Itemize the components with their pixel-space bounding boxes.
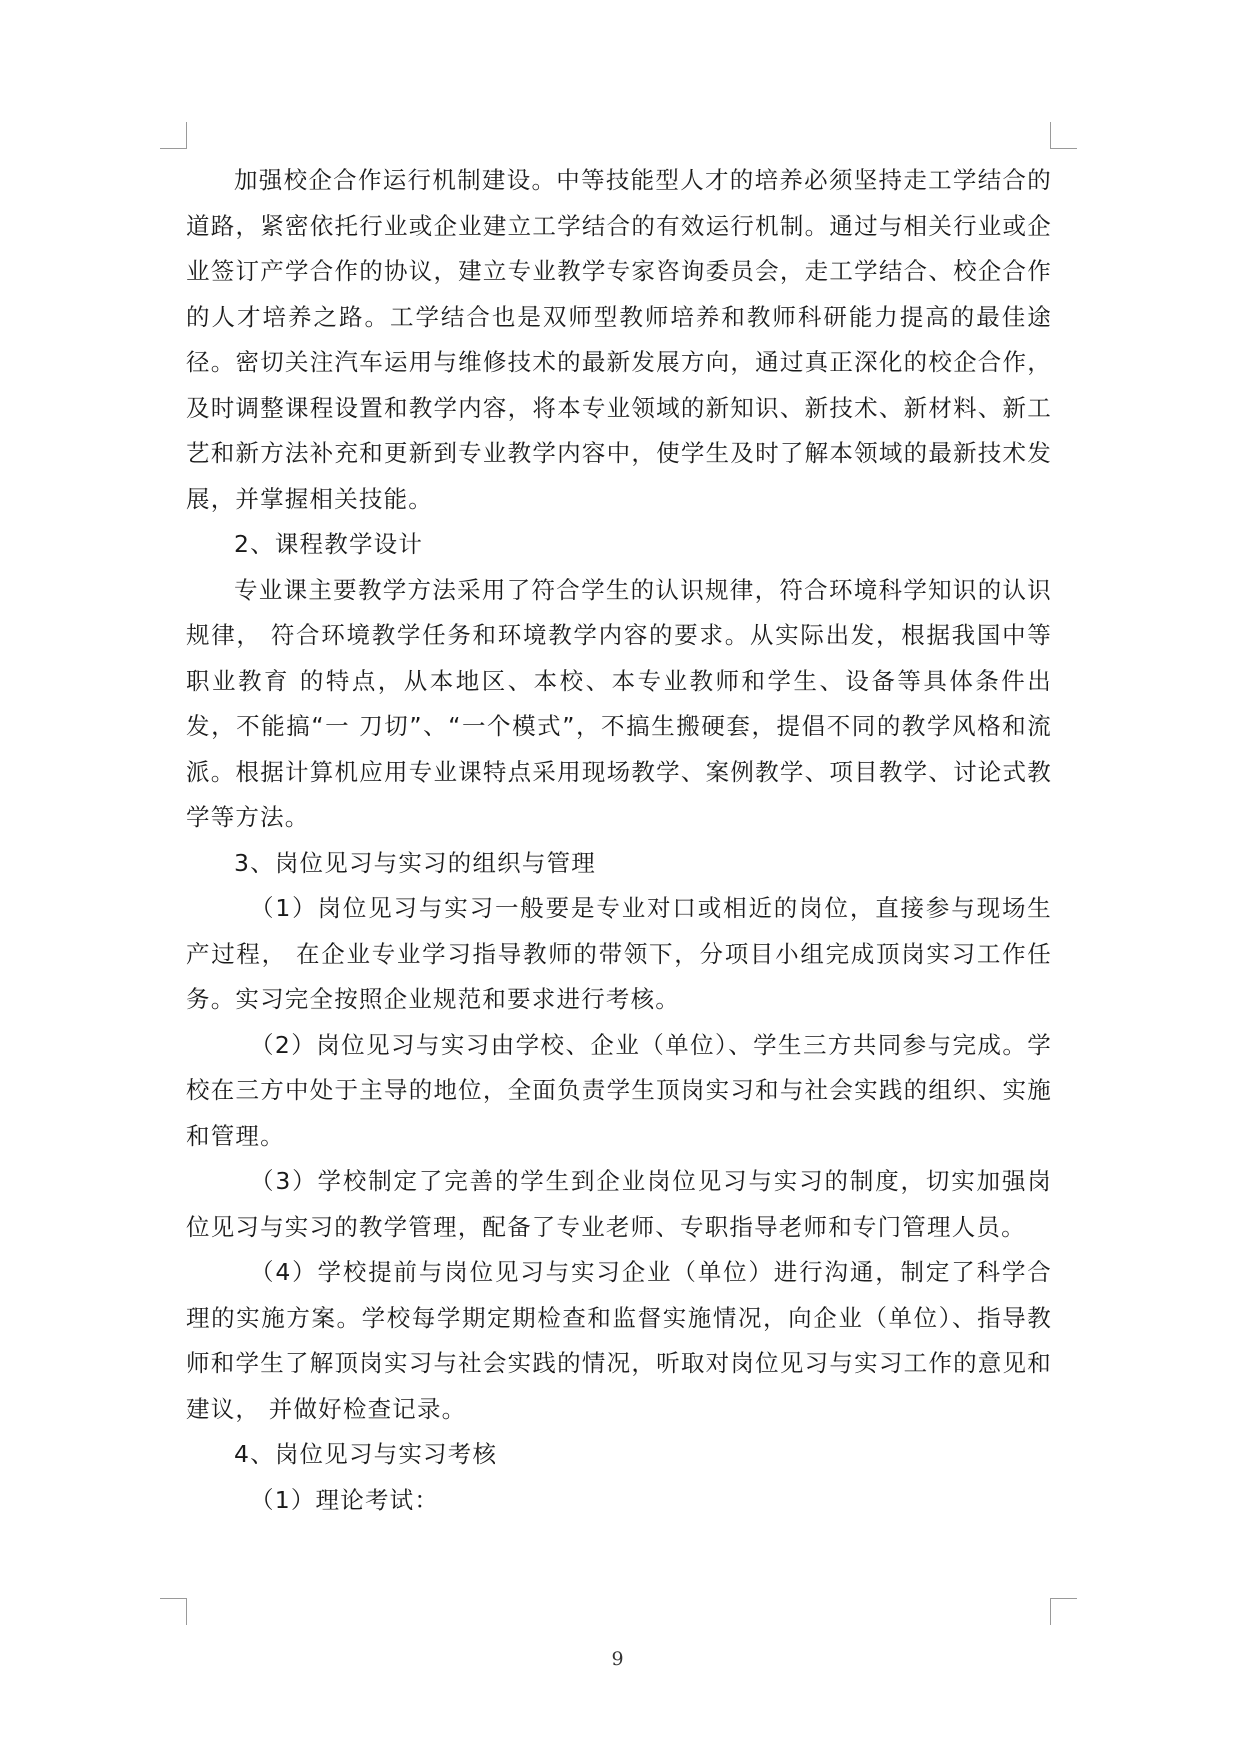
- page-number: 9: [611, 1648, 624, 1670]
- crop-mark-top-left: [160, 122, 187, 149]
- crop-mark-top-right: [1050, 122, 1077, 149]
- heading-course-design: 2、课程教学设计: [234, 530, 424, 558]
- crop-mark-bottom-left: [160, 1598, 187, 1625]
- paragraph-internship-item-3: （3）学校制定了完善的学生到企业岗位见习与实习的制度，切实加强岗位见习与实习的教学管理，配备了专业老师、专职指导老师和专门管理人员。: [186, 1167, 1052, 1241]
- paragraph-internship-item-1: （1）岗位见习与实习一般要是专业对口或相近的岗位，直接参与现场生产过程， 在企业专业学习指导教师的带领下，分项目小组完成顶岗实习工作任务。实习完全按照企业规范和要求进行考核。: [186, 894, 1052, 1013]
- paragraph-school-enterprise-cooperation: 加强校企合作运行机制建设。中等技能型人才的培养必须坚持走工学结合的道路，紧密依托行业或企业建立工学结合的有效运行机制。通过与相关行业或企业签订产学合作的协议，建立专业教学专家咨询委员会，走工学结合、校企合作的人才培养之路。工学结合也是双师型教师培养和教师科研能力提高的最佳途径。密切关注汽车运用与维修技术的最新发展方向，通过真正深化的校企合作，及时调整课程设置和教学内容，将本专业领域的新知识、新技术、新材料、新工艺和新方法补充和更新到专业教学内容中，使学生及时了解本领域的最新技术发展，并掌握相关技能。: [186, 166, 1052, 513]
- crop-mark-bottom-right: [1050, 1598, 1077, 1625]
- paragraph-theory-exam: （1）理论考试：: [250, 1485, 440, 1514]
- heading-internship-assessment: 4、岗位见习与实习考核: [234, 1440, 498, 1468]
- heading-internship-management: 3、岗位见习与实习的组织与管理: [234, 848, 596, 877]
- paragraph-internship-item-4: （4）学校提前与岗位见习与实习企业（单位）进行沟通，制定了科学合理的实施方案。学校每学期定期检查和监督实施情况，向企业（单位）、指导教师和学生了解顶岗实习与社会实践的情况，听取对岗位见习与实习工作的意见和建议， 并做好检查记录。: [186, 1258, 1052, 1423]
- paragraph-teaching-methods: 专业课主要教学方法采用了符合学生的认识规律，符合环境科学知识的认识规律， 符合环境教学任务和环境教学内容的要求。从实际出发，根据我国中等职业教育 的特点，从本地区、本校、本专业教师和学生、设备等具体条件出发，不能搞“一 刀切”、“一个模式”，不搞生搬硬套，提倡不同的教学风格和流派。根据计算机应用专业课特点采用现场教学、案例教学、项目教学、讨论式教学等方法。: [186, 575, 1052, 831]
- paragraph-internship-item-2: （2）岗位见习与实习由学校、企业（单位）、学生三方共同参与完成。学校在三方中处于主导的地位，全面负责学生顶岗实习和与社会实践的组织、实施和管理。: [186, 1030, 1052, 1150]
- document-body: [186, 158, 1052, 1523]
